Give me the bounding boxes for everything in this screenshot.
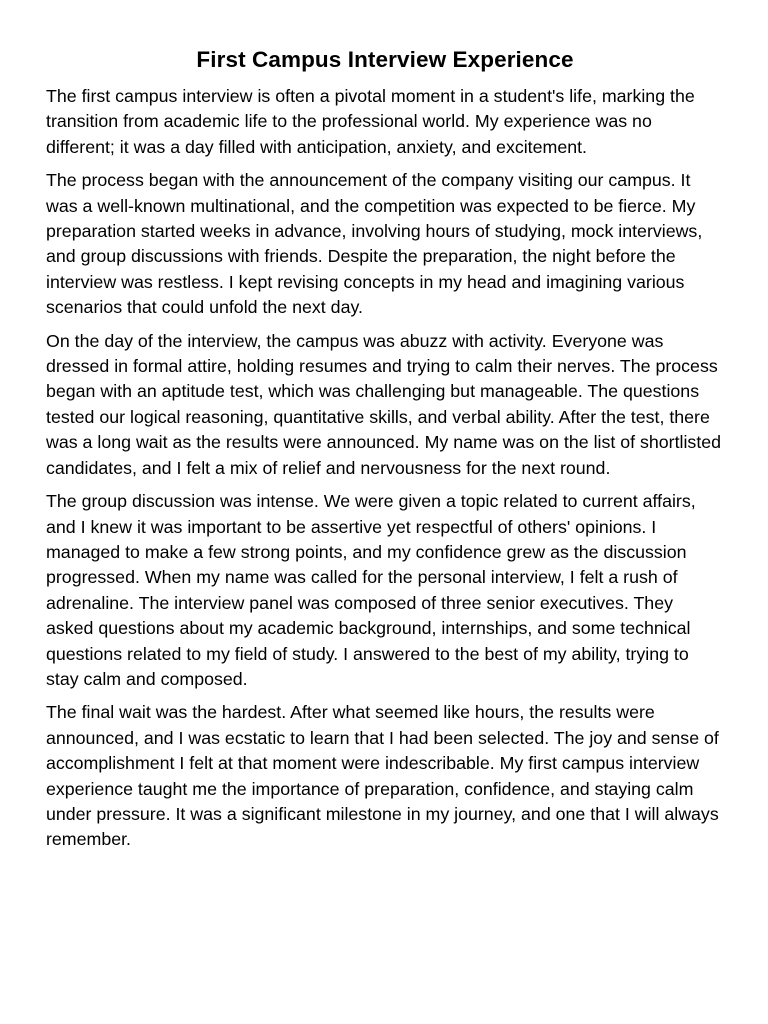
paragraph-1: The first campus interview is often a pivotal moment in a student's life, marking the transition from academic life to the professional world. My experience was no different; it was a day filled with anticipation, anxiety, and excitement. [46,86,695,157]
document-page [46,44,724,861]
document-title: First Campus Interview Experience [196,47,574,72]
paragraph-2: The process began with the announcement of the company visiting our campus. It was a well-known multinational, and the competition was expected to be fierce. My preparation started weeks in advance, involving hours of studying, mock interviews, and group discussions with friends. Despite the preparation, the night before the interview was restless. I kept revising concepts in my head and imagining various scenarios that could unfold the next day. [46,170,703,318]
paragraph-4: The group discussion was intense. We were given a topic related to current affairs, and I knew it was important to be assertive yet respectful of others' opinions. I managed to make a few strong points, and my confidence grew as the discussion progressed. When my name was called for the personal interview, I felt a rush of adrenaline. The interview panel was composed of three senior executives. They asked questions about my academic background, internships, and some technical questions related to my field of study. I answered to the best of my ability, trying to stay calm and composed. [46,491,696,689]
paragraph-3: On the day of the interview, the campus was abuzz with activity. Everyone was dressed in formal attire, holding resumes and trying to calm their nerves. The process began with an aptitude test, which was challenging but manageable. The questions tested our logical reasoning, quantitative skills, and verbal ability. After the test, there was a long wait as the results were announced. My name was on the list of shortlisted candidates, and I felt a mix of relief and nervousness for the next round. [46,330,722,478]
paragraph-5: The final wait was the hardest. After what seemed like hours, the results were announced, and I was ecstatic to learn that I had been selected. The joy and sense of accomplishment I felt at that moment were indescribable. My first campus interview experience taught me the importance of preparation, confidence, and staying calm under pressure. It was a significant milestone in my journey, and one that I will always remember. [46,702,719,850]
